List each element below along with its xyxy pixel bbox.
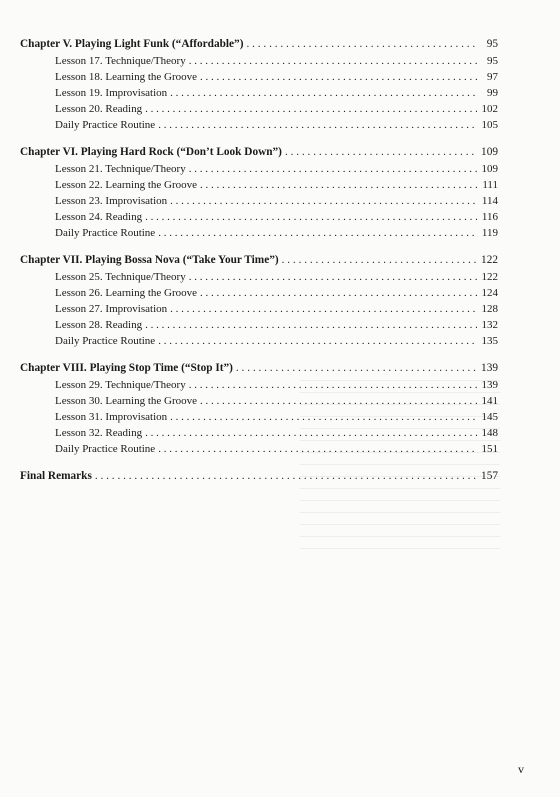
dot-leader (145, 209, 477, 225)
dot-leader (200, 393, 477, 409)
toc-lesson-row (20, 285, 498, 301)
toc-lesson-row (20, 193, 498, 209)
chapter-title: Chapter VIII. Playing Stop Time (“Stop It”) (20, 362, 233, 374)
dot-leader (236, 360, 477, 377)
toc-lesson-row (20, 301, 498, 317)
lesson-title: Lesson 27. Improvisation (55, 303, 168, 315)
lesson-title: Lesson 20. Reading (55, 103, 143, 115)
page-number: 124 (481, 287, 498, 299)
lesson-title: Lesson 17. Technique/Theory (55, 55, 186, 67)
lesson-title: Daily Practice Routine (55, 119, 156, 131)
toc-section-chapter-7 (20, 252, 498, 349)
lesson-title: Lesson 24. Reading (55, 211, 143, 223)
toc-lesson-row (20, 441, 498, 457)
lesson-title: Lesson 31. Improvisation (55, 411, 168, 423)
dot-leader (170, 193, 477, 209)
dot-leader (95, 468, 477, 485)
dot-leader (158, 333, 477, 349)
folio-page-number: v (518, 762, 524, 776)
dot-leader (189, 53, 477, 69)
toc-lesson-row (20, 117, 498, 133)
dot-leader (189, 161, 477, 177)
dot-leader (170, 409, 477, 425)
toc-lesson-row (20, 101, 498, 117)
page-number: 132 (481, 319, 498, 331)
dot-leader (246, 36, 477, 53)
toc-lesson-row (20, 209, 498, 225)
lesson-title: Lesson 32. Reading (55, 427, 143, 439)
table-of-contents (20, 36, 498, 496)
dot-leader (145, 425, 477, 441)
dot-leader (158, 225, 477, 241)
lesson-title: Lesson 21. Technique/Theory (55, 163, 186, 175)
dot-leader (158, 117, 477, 133)
page-number: 145 (481, 411, 498, 423)
toc-lesson-row (20, 409, 498, 425)
chapter-title: Chapter VII. Playing Bossa Nova (“Take Your Time”) (20, 254, 279, 266)
page-number: 102 (481, 103, 498, 115)
chapter-title: Chapter V. Playing Light Funk (“Affordable”) (20, 38, 244, 50)
toc-lesson-row (20, 177, 498, 193)
lesson-title: Daily Practice Routine (55, 335, 156, 347)
toc-lesson-row (20, 225, 498, 241)
toc-section-chapter-5 (20, 36, 498, 133)
toc-lesson-row (20, 333, 498, 349)
page-number: 109 (481, 163, 498, 175)
toc-chapter-row (20, 468, 498, 485)
page-number: 122 (481, 254, 498, 266)
dot-leader (158, 441, 477, 457)
lesson-title: Lesson 26. Learning the Groove (55, 287, 198, 299)
toc-lesson-row (20, 425, 498, 441)
toc-lesson-row (20, 85, 498, 101)
lesson-title: Daily Practice Routine (55, 443, 156, 455)
page-number: 148 (481, 427, 498, 439)
toc-lesson-row (20, 317, 498, 333)
toc-chapter-row (20, 144, 498, 161)
page-number: 119 (481, 227, 498, 239)
dot-leader (200, 69, 477, 85)
toc-lesson-row (20, 53, 498, 69)
toc-chapter-row (20, 252, 498, 269)
page-number: 99 (487, 87, 498, 99)
toc-lesson-row (20, 161, 498, 177)
toc-lesson-row (20, 69, 498, 85)
page-number: 128 (481, 303, 498, 315)
page-number: 157 (481, 470, 498, 482)
lesson-title: Lesson 19. Improvisation (55, 87, 168, 99)
toc-section-final-remarks (20, 468, 498, 485)
toc-section-chapter-6 (20, 144, 498, 241)
dot-leader (145, 101, 477, 117)
lesson-title: Lesson 29. Technique/Theory (55, 379, 186, 391)
page-number: 114 (481, 195, 498, 207)
dot-leader (170, 301, 477, 317)
dot-leader (200, 177, 477, 193)
toc-lesson-row (20, 269, 498, 285)
page-number: 95 (487, 55, 498, 67)
dot-leader (170, 85, 477, 101)
dot-leader (200, 285, 477, 301)
page-number: 141 (481, 395, 498, 407)
toc-chapter-row (20, 36, 498, 53)
page-number: 109 (481, 146, 498, 158)
lesson-title: Lesson 18. Learning the Groove (55, 71, 198, 83)
lesson-title: Lesson 25. Technique/Theory (55, 271, 186, 283)
page-number: 111 (482, 179, 498, 191)
lesson-title: Lesson 22. Learning the Groove (55, 179, 198, 191)
lesson-title: Lesson 30. Learning the Groove (55, 395, 198, 407)
page-number: 105 (481, 119, 498, 131)
toc-lesson-row (20, 393, 498, 409)
dot-leader (282, 252, 477, 269)
lesson-title: Daily Practice Routine (55, 227, 156, 239)
page-number: 95 (486, 38, 498, 50)
chapter-title: Chapter VI. Playing Hard Rock (“Don’t Look Down”) (20, 146, 282, 158)
dot-leader (189, 269, 477, 285)
page-number: 122 (481, 271, 498, 283)
toc-lesson-row (20, 377, 498, 393)
page-number: 135 (481, 335, 498, 347)
page-number: 97 (487, 71, 498, 83)
toc-section-chapter-8 (20, 360, 498, 457)
page-number: 151 (481, 443, 498, 455)
dot-leader (189, 377, 477, 393)
dot-leader (285, 144, 477, 161)
toc-chapter-row (20, 360, 498, 377)
lesson-title: Lesson 23. Improvisation (55, 195, 168, 207)
page-number: 139 (481, 362, 498, 374)
page-number: 139 (481, 379, 498, 391)
page-number: 116 (481, 211, 498, 223)
dot-leader (145, 317, 477, 333)
final-remarks-title: Final Remarks (20, 470, 92, 482)
lesson-title: Lesson 28. Reading (55, 319, 143, 331)
